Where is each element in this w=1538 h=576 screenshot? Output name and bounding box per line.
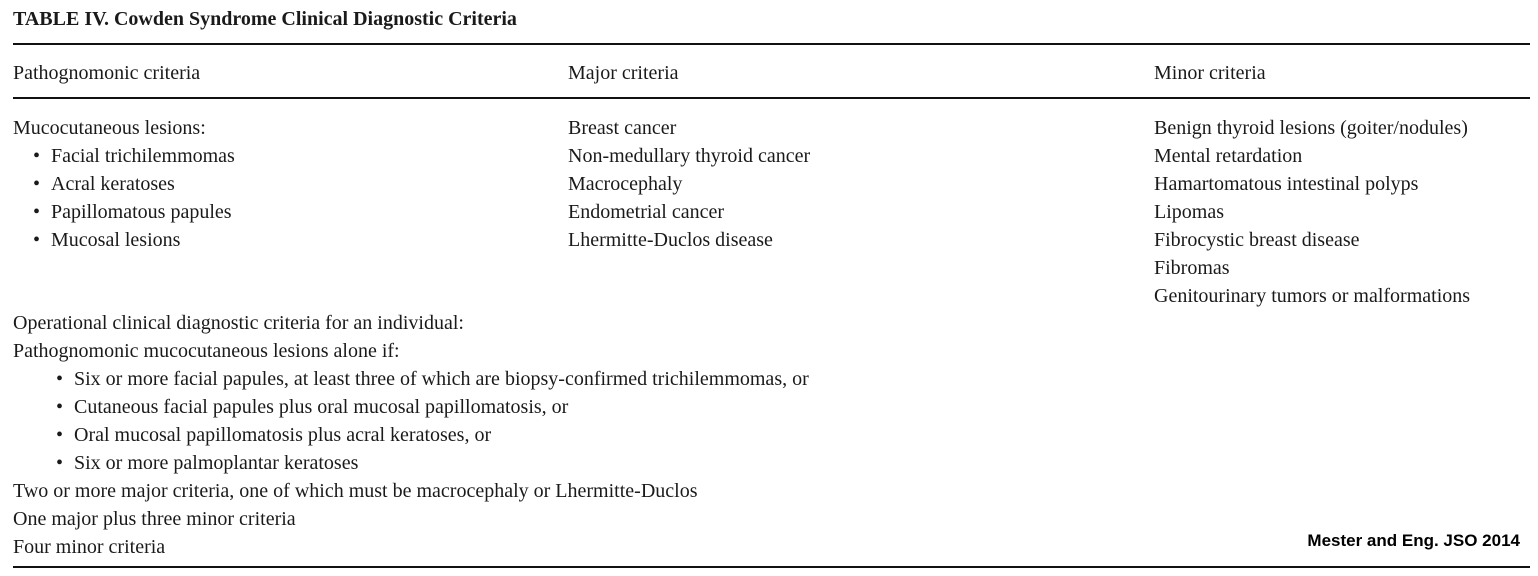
minor-item: Lipomas — [1154, 201, 1224, 223]
operational-heading: Operational clinical diagnostic criteria for an individual: — [13, 312, 464, 334]
pathognomonic-item: • Acral keratoses — [13, 170, 235, 198]
pathognomonic-item: • Mucosal lesions — [13, 226, 235, 254]
operational-alternative: One major plus three minor criteria — [13, 508, 296, 530]
top-rule — [13, 43, 1530, 45]
bullet-glyph: • — [33, 173, 41, 195]
operational-bullet: • Six or more facial papules, at least three of which are biopsy-confirmed trichilemmomas, or — [13, 365, 809, 393]
minor-item: Fibrocystic breast disease — [1154, 229, 1360, 251]
major-item: Endometrial cancer — [568, 201, 725, 223]
bottom-rule — [13, 566, 1530, 568]
header-major: Major criteria — [568, 62, 679, 84]
operational-criteria — [13, 309, 809, 561]
major-item: Lhermitte-Duclos disease — [568, 229, 773, 251]
major-item: Non-medullary thyroid cancer — [568, 145, 811, 167]
table-title: TABLE IV. Cowden Syndrome Clinical Diagnostic Criteria — [13, 8, 517, 30]
operational-bullet: • Cutaneous facial papules plus oral mucosal papillomatosis, or — [13, 393, 809, 421]
header-pathognomonic: Pathognomonic criteria — [13, 62, 201, 84]
operational-alternative: Four minor criteria — [13, 536, 166, 558]
minor-item: Fibromas — [1154, 257, 1230, 279]
pathognomonic-intro: Mucocutaneous lesions: — [13, 117, 206, 139]
operational-alternative: Two or more major criteria, one of which must be macrocephaly or Lhermitte-Duclos — [13, 480, 698, 502]
minor-item: Hamartomatous intestinal polyps — [1154, 173, 1419, 195]
operational-bullet: • Six or more palmoplantar keratoses — [13, 449, 809, 477]
major-item: Macrocephaly — [568, 173, 683, 195]
pathognomonic-item: • Papillomatous papules — [13, 198, 235, 226]
minor-item: Benign thyroid lesions (goiter/nodules) — [1154, 117, 1468, 139]
bullet-glyph: • — [56, 368, 64, 390]
operational-bullet: • Oral mucosal papillomatosis plus acral keratoses, or — [13, 421, 809, 449]
pathognomonic-item: • Facial trichilemmomas — [13, 142, 235, 170]
minor-column — [1154, 114, 1470, 310]
bullet-glyph: • — [33, 229, 41, 251]
header-minor: Minor criteria — [1154, 62, 1266, 84]
bullet-glyph: • — [56, 424, 64, 446]
bullet-glyph: • — [56, 452, 64, 474]
bullet-glyph: • — [33, 201, 41, 223]
major-column — [568, 114, 810, 254]
bullet-glyph: • — [33, 145, 41, 167]
minor-item: Genitourinary tumors or malformations — [1154, 285, 1471, 307]
pathognomonic-column — [13, 114, 235, 254]
citation: Mester and Eng. JSO 2014 — [1307, 531, 1520, 550]
major-item: Breast cancer — [568, 117, 677, 139]
header-rule — [13, 97, 1530, 99]
minor-item: Mental retardation — [1154, 145, 1303, 167]
operational-subheading: Pathognomonic mucocutaneous lesions alone if: — [13, 340, 400, 362]
bullet-glyph: • — [56, 396, 64, 418]
